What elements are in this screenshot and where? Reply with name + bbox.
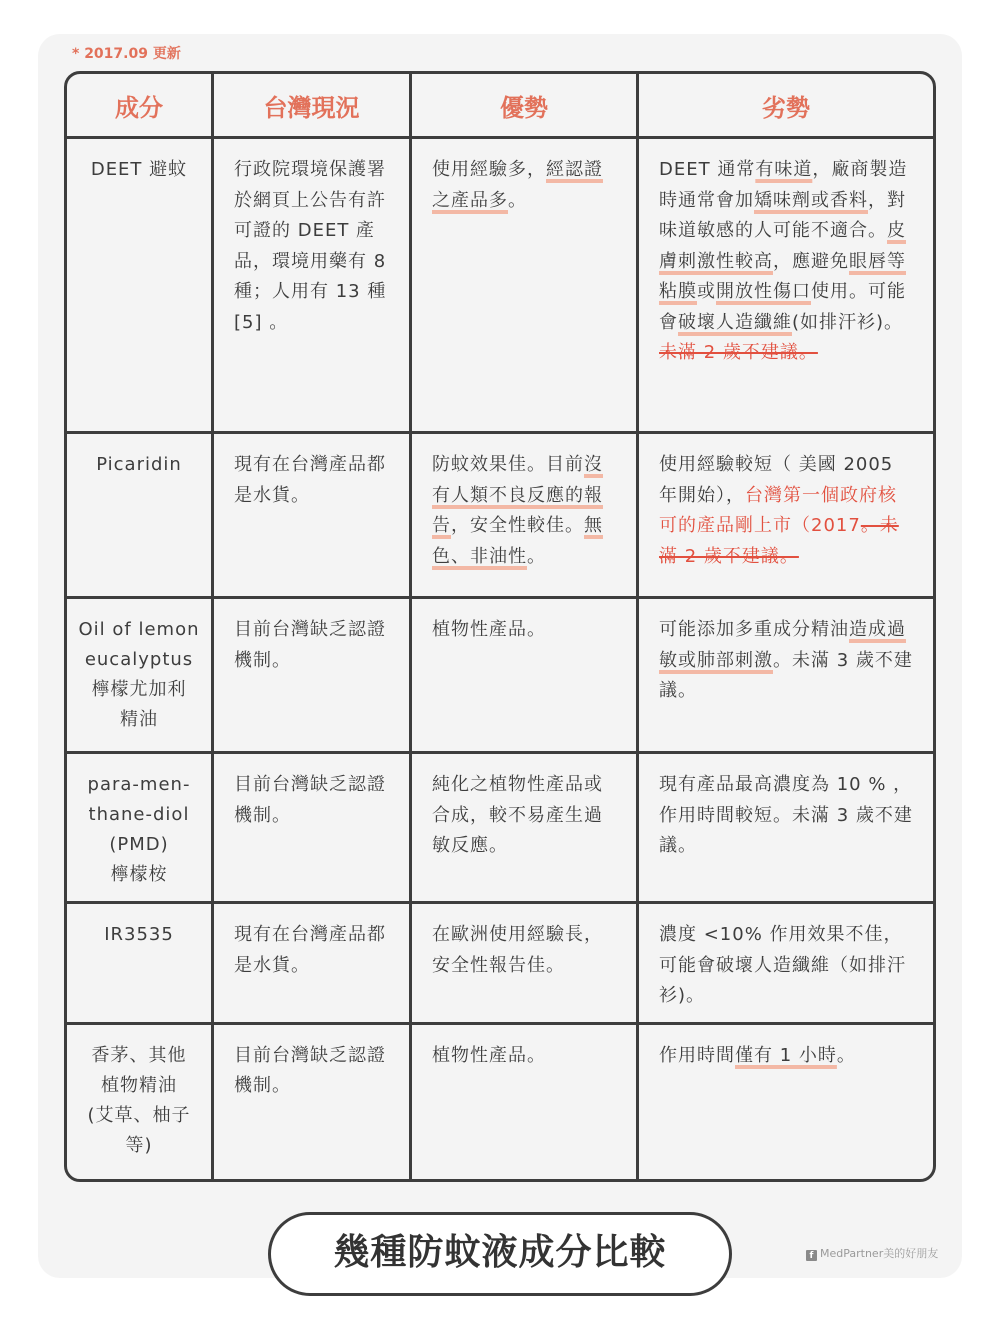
header-taiwan-status: 台灣現況 [214,74,412,139]
status-text: 目前台灣缺乏認證機制。 [234,774,386,826]
struck-text: 未滿 2 歲不建議。 [659,342,818,363]
struck-text: 。未滿 2 歲不建議。 [659,515,899,567]
table-row [67,599,933,754]
ingredient-name: 香茅、其他 植物精油 (艾草、柚子 等) [87,1044,191,1156]
ingredient-name: IR3535 [104,924,174,945]
status-text: 目前台灣缺乏認證機制。 [234,619,386,671]
disadvantage-text: 現有產品最高濃度為 10 % ，作用時間較短。未滿 3 歲不建議。 [659,774,913,856]
status-text: 目前台灣缺乏認證機制。 [234,1044,386,1096]
status-text: 行政院環境保護署於網頁上公告有許可證的 DEET 產品，環境用藥有 8 種；人用有 13 種[5] 。 [234,159,387,333]
table-row [67,1025,933,1180]
ingredient-name: para-men- thane-diol (PMD) 檸檬桉 [87,774,191,885]
disadvantage-text: 濃度 <10% 作用效果不佳，可能會破壞人造纖維（如排汗衫)。 [659,924,906,1006]
table-row [67,754,933,904]
advantage-text: 防蚊效果佳。目前沒有人類不良反應的報告，安全性較佳。無色、非油性。 [432,454,603,567]
status-text: 現有在台灣產品都是水貨。 [234,924,386,976]
table-header-row [67,74,933,139]
ingredient-name: Picaridin [96,454,182,475]
header-disadvantage: 劣勢 [639,74,933,139]
ingredient-name: Oil of lemon eucalyptus 檸檬尤加利 精油 [78,619,200,730]
table-row [67,904,933,1025]
ingredient-name: DEET 避蚊 [90,159,188,180]
page-title: 幾種防蚊液成分比較 [268,1212,732,1296]
advantage-text: 在歐洲使用經驗長，安全性報告佳。 [432,924,603,976]
advantage-text: 植物性產品。 [432,619,546,640]
update-note: * 2017.09 更新 [72,46,181,62]
status-text: 現有在台灣產品都是水貨。 [234,454,386,506]
advantage-text: 植物性產品。 [432,1044,546,1066]
disadvantage-text: 作用時間僅有 1 小時。 [659,1044,856,1066]
facebook-icon: f [806,1250,817,1261]
comparison-table [64,71,936,1182]
header-ingredient: 成分 [67,74,214,139]
table-row [67,139,933,434]
advantage-text: 使用經驗多，經認證之產品多。 [432,159,603,211]
disadvantage-text: 可能添加多重成分精油造成過敏或肺部刺激。未滿 3 歲不建議。 [659,619,913,701]
brand-credit: f MedPartner美的好朋友 [806,1245,938,1261]
header-advantage: 優勢 [412,74,639,139]
advantage-text: 純化之植物性產品或合成，較不易產生過敏反應。 [432,774,603,856]
disadvantage-text: 使用經驗較短（ 美國 2005 年開始），台灣第一個政府核可的產品剛上市（2017。未滿 2 歲不建議。 [659,454,899,567]
disadvantage-text: DEET 通常有味道，廠商製造時通常會加矯味劑或香料，對味道敏感的人可能不適合。皮膚刺激性較高，應避免眼唇等粘膜或開放性傷口使用。可能會破壞人造纖維(如排汗衫)。未滿 2 歲不建議。 [659,159,908,363]
table-row [67,434,933,599]
